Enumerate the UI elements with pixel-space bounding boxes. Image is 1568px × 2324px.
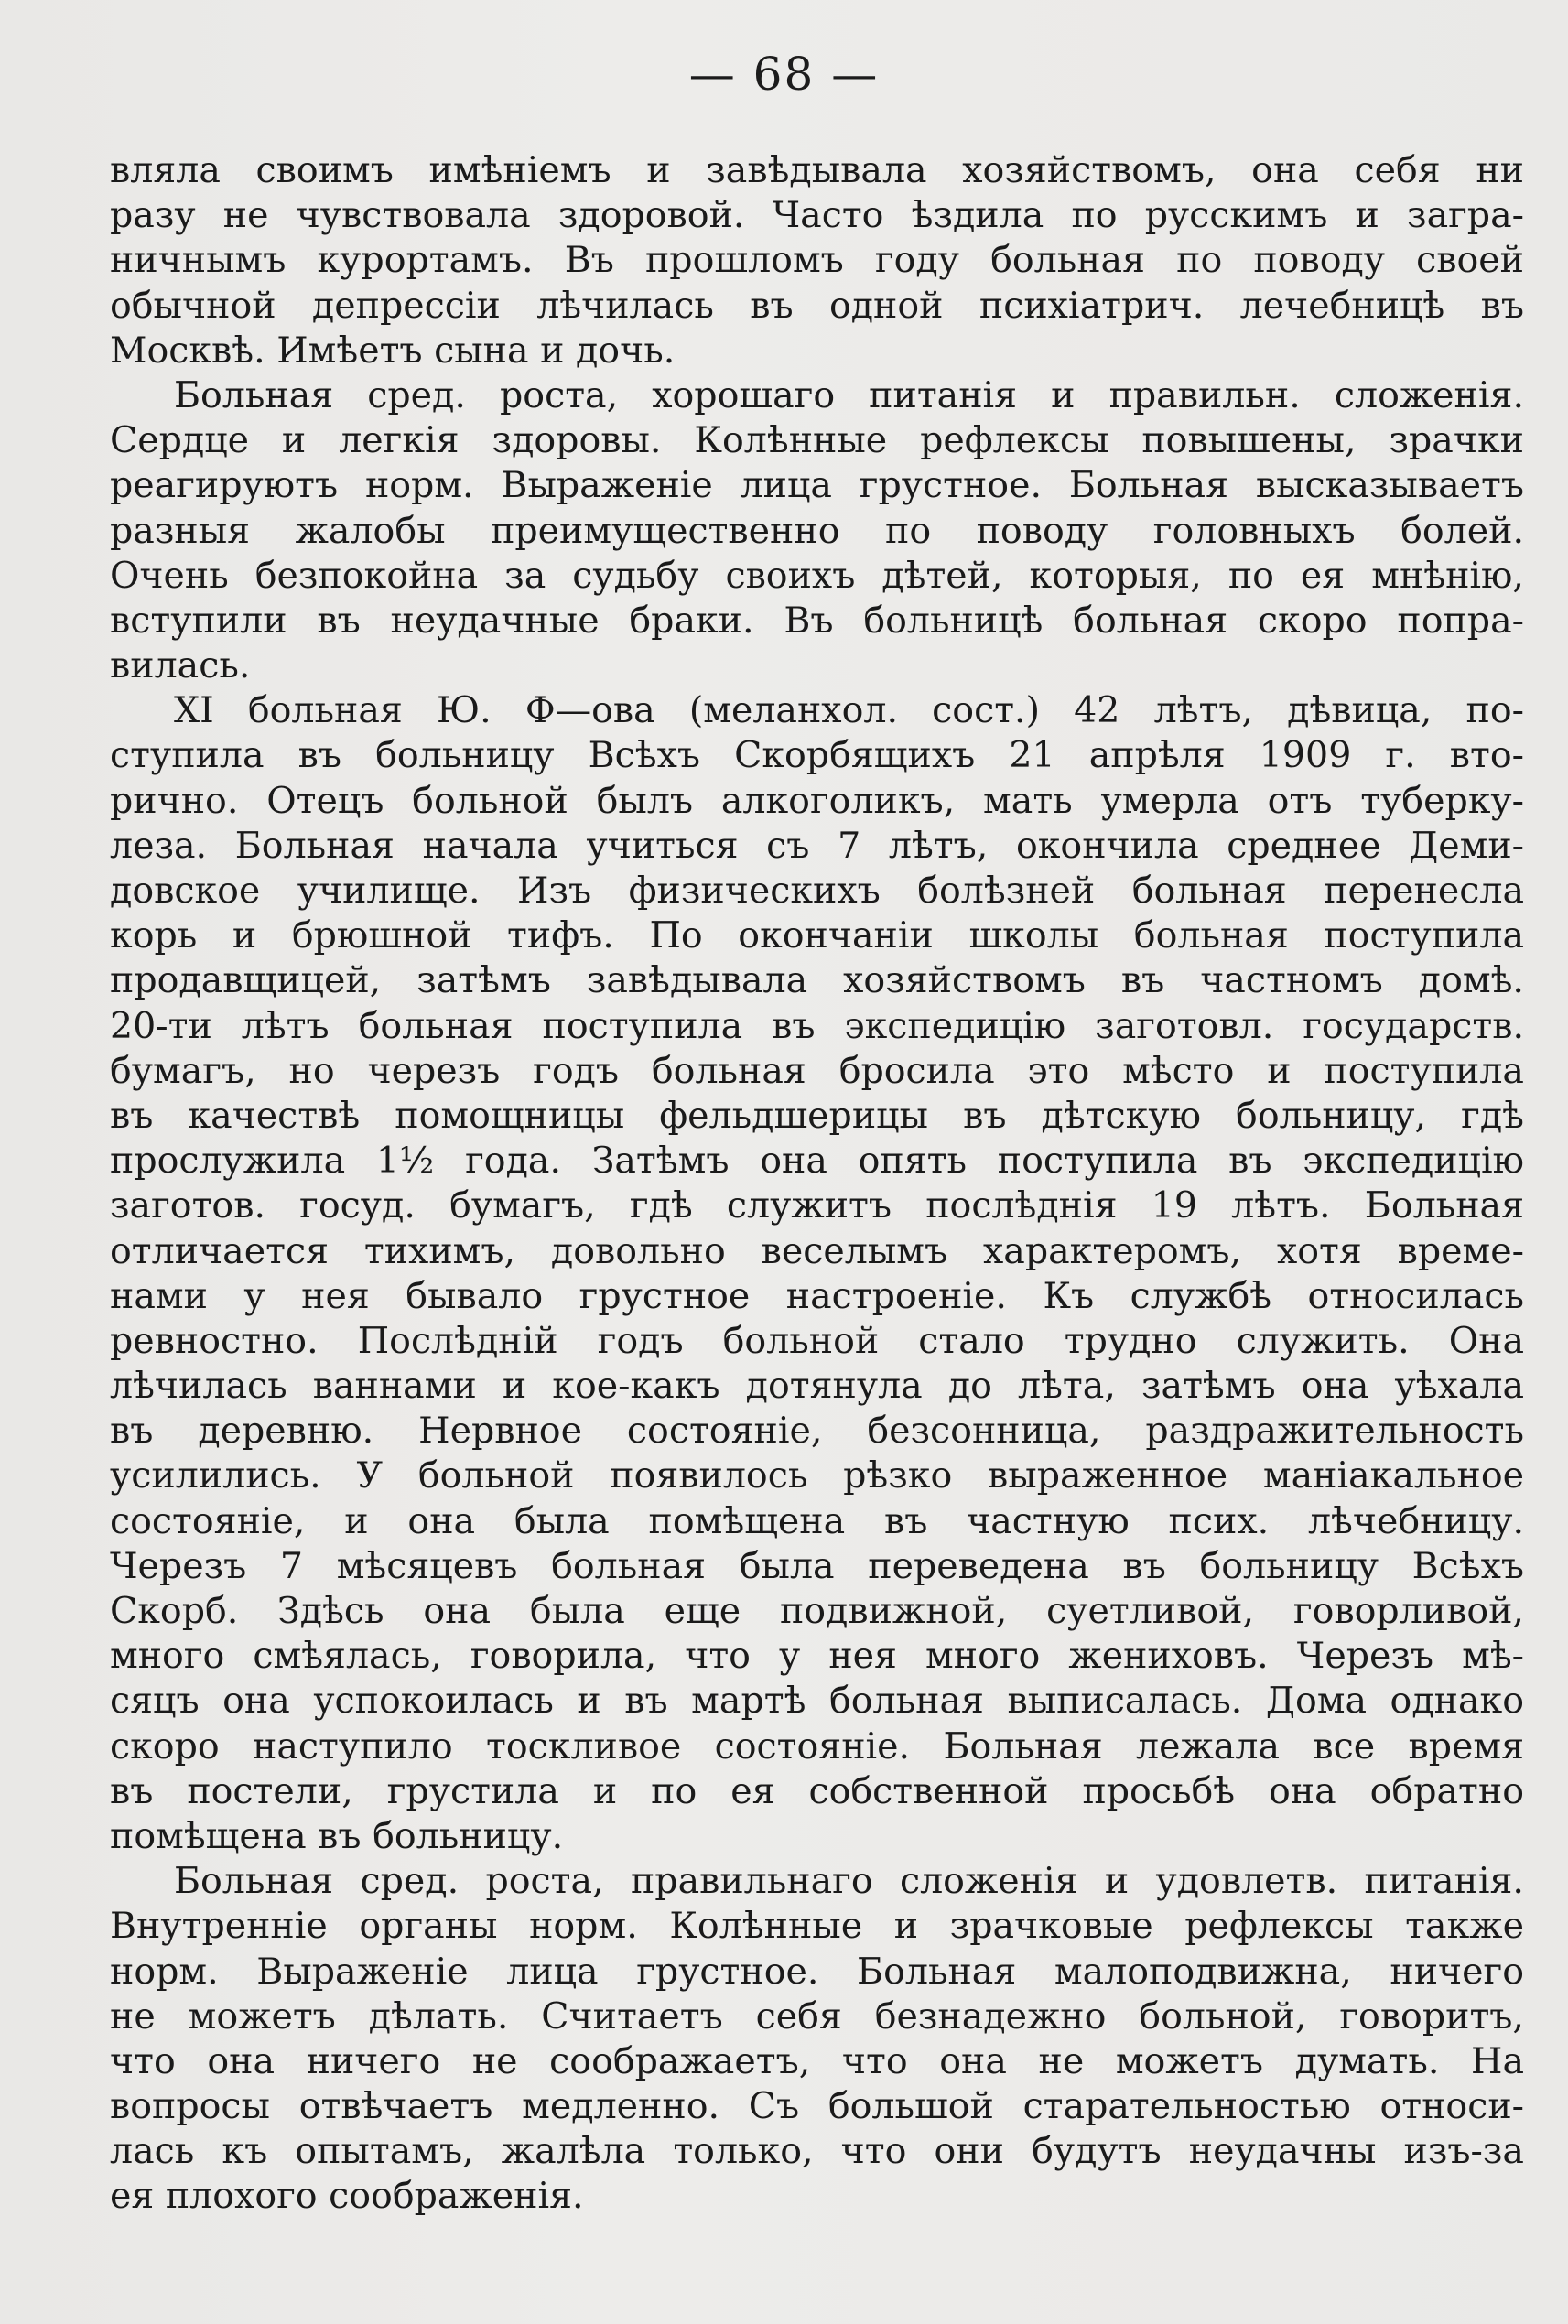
text-line: вилась.	[110, 644, 251, 687]
text-line: вопросы отвѣчаетъ медленно. Съ большой старательностью относи-	[110, 2085, 1524, 2128]
text-line: реагируютъ норм. Выраженіе лица грустное. Больная высказываетъ	[110, 464, 1524, 507]
text-line: прослужила 1½ года. Затѣмъ она опять поступила въ экспедицію	[110, 1140, 1524, 1183]
text-line: лѣчилась ваннами и кое-какъ дотянула до лѣта, затѣмъ она уѣхала	[110, 1365, 1524, 1408]
text-line: скоро наступило тоскливое состояніе. Больная лежала все время	[110, 1724, 1524, 1767]
text-line: въ постели, грустила и по ея собственной просьбѣ она обратно	[110, 1769, 1524, 1812]
text-line: отличается тихимъ, довольно веселымъ характеромъ, хотя време-	[110, 1229, 1524, 1272]
text-line: XI больная Ю. Ф—ова (меланхол. сост.) 42 лѣтъ, дѣвица, по-	[174, 689, 1524, 732]
text-line: много смѣялась, говорила, что у нея много жениховъ. Черезъ мѣ-	[110, 1635, 1524, 1678]
text-line: Больная сред. роста, правильнаго сложенія и удовлетв. питанія.	[174, 1860, 1524, 1903]
text-line: Сердце и легкія здоровы. Колѣнные рефлексы повышены, зрачки	[110, 419, 1524, 462]
text-line: корь и брюшной тифъ. По окончаніи школы больная поступила	[110, 914, 1524, 957]
text-line: Черезъ 7 мѣсяцевъ больная была переведена въ больницу Всѣхъ	[110, 1544, 1524, 1587]
text-line: усилились. У больной появилось рѣзко выраженное маніакальное	[110, 1454, 1524, 1497]
text-line: леза. Больная начала учиться съ 7 лѣтъ, окончила среднее Деми-	[110, 824, 1524, 867]
text-line: Больная сред. роста, хорошаго питанія и правильн. сложенія.	[174, 373, 1524, 416]
text-line: довское училище. Изъ физическихъ болѣзней больная перенесла	[110, 870, 1524, 912]
text-line: рично. Отецъ больной былъ алкоголикъ, мать умерла отъ туберку-	[110, 779, 1524, 822]
text-line: Очень безпокойна за судьбу своихъ дѣтей, которыя, по ея мнѣнію,	[110, 554, 1524, 597]
paragraph	[110, 373, 1524, 688]
paragraph	[110, 148, 1524, 373]
text-line: ступила въ больницу Всѣхъ Скорбящихъ 21 апрѣля 1909 г. вто-	[110, 734, 1524, 777]
text-line: вляла своимъ имѣніемъ и завѣдывала хозяйствомъ, она себя ни	[110, 149, 1524, 191]
text-line: въ качествѣ помощницы фельдшерицы въ дѣтскую больницу, гдѣ	[110, 1094, 1524, 1137]
text-line: нами у нея бывало грустное настроеніе. Къ службѣ относилась	[110, 1274, 1524, 1317]
text-line: бумагъ, но черезъ годъ больная бросила это мѣсто и поступила	[110, 1049, 1524, 1092]
paragraph	[110, 688, 1524, 1859]
text-line: разу не чувствовала здоровой. Часто ѣздила по русскимъ и загра-	[110, 194, 1524, 237]
text-line: лась къ опытамъ, жалѣла только, что они будутъ неудачны изъ-за	[110, 2130, 1524, 2173]
text-line: ничнымъ курортамъ. Въ прошломъ году больная по поводу своей	[110, 239, 1524, 282]
body-text	[110, 148, 1524, 2220]
text-line: заготов. госуд. бумагъ, гдѣ служитъ послѣднія 19 лѣтъ. Больная	[110, 1184, 1524, 1227]
text-line: не можетъ дѣлать. Считаетъ себя безнадежно больной, говоритъ,	[110, 1994, 1524, 2038]
text-line: ея плохого соображенія.	[110, 2175, 584, 2218]
text-line: Скорб. Здѣсь она была еще подвижной, суетливой, говорливой,	[110, 1590, 1524, 1632]
text-line: Москвѣ. Имѣетъ сына и дочь.	[110, 329, 676, 372]
text-line: что она ничего не соображаетъ, что она не можетъ думать. На	[110, 2039, 1524, 2082]
text-line: сяцъ она успокоилась и въ мартѣ больная выписалась. Дома однако	[110, 1680, 1524, 1723]
text-line: вступили въ неудачные браки. Въ больницѣ больная скоро попра-	[110, 599, 1524, 642]
text-line: 20-ти лѣтъ больная поступила въ экспедицію заготовл. государств.	[110, 1004, 1524, 1047]
paragraph	[110, 1859, 1524, 2220]
text-line: состояніе, и она была помѣщена въ частную псих. лѣчебницу.	[110, 1499, 1524, 1542]
text-line: продавщицей, затѣмъ завѣдывала хозяйствомъ въ частномъ домѣ.	[110, 959, 1524, 1002]
text-line: помѣщена въ больницу.	[110, 1814, 564, 1857]
text-line: въ деревню. Нервное состояніе, безсонница, раздражительность	[110, 1410, 1524, 1453]
text-line: Внутренніе органы норм. Колѣнные и зрачковые рефлексы также	[110, 1905, 1524, 1948]
text-line: норм. Выраженіе лица грустное. Больная малоподвижна, ничего	[110, 1950, 1524, 1993]
text-line: обычной депрессіи лѣчилась въ одной психіатрич. лечебницѣ въ	[110, 284, 1524, 327]
text-line: разныя жалобы преимущественно по поводу головныхъ болей.	[110, 509, 1524, 552]
text-line: ревностно. Послѣдній годъ больной стало трудно служить. Она	[110, 1319, 1524, 1362]
page-number: — 68 —	[688, 48, 880, 101]
